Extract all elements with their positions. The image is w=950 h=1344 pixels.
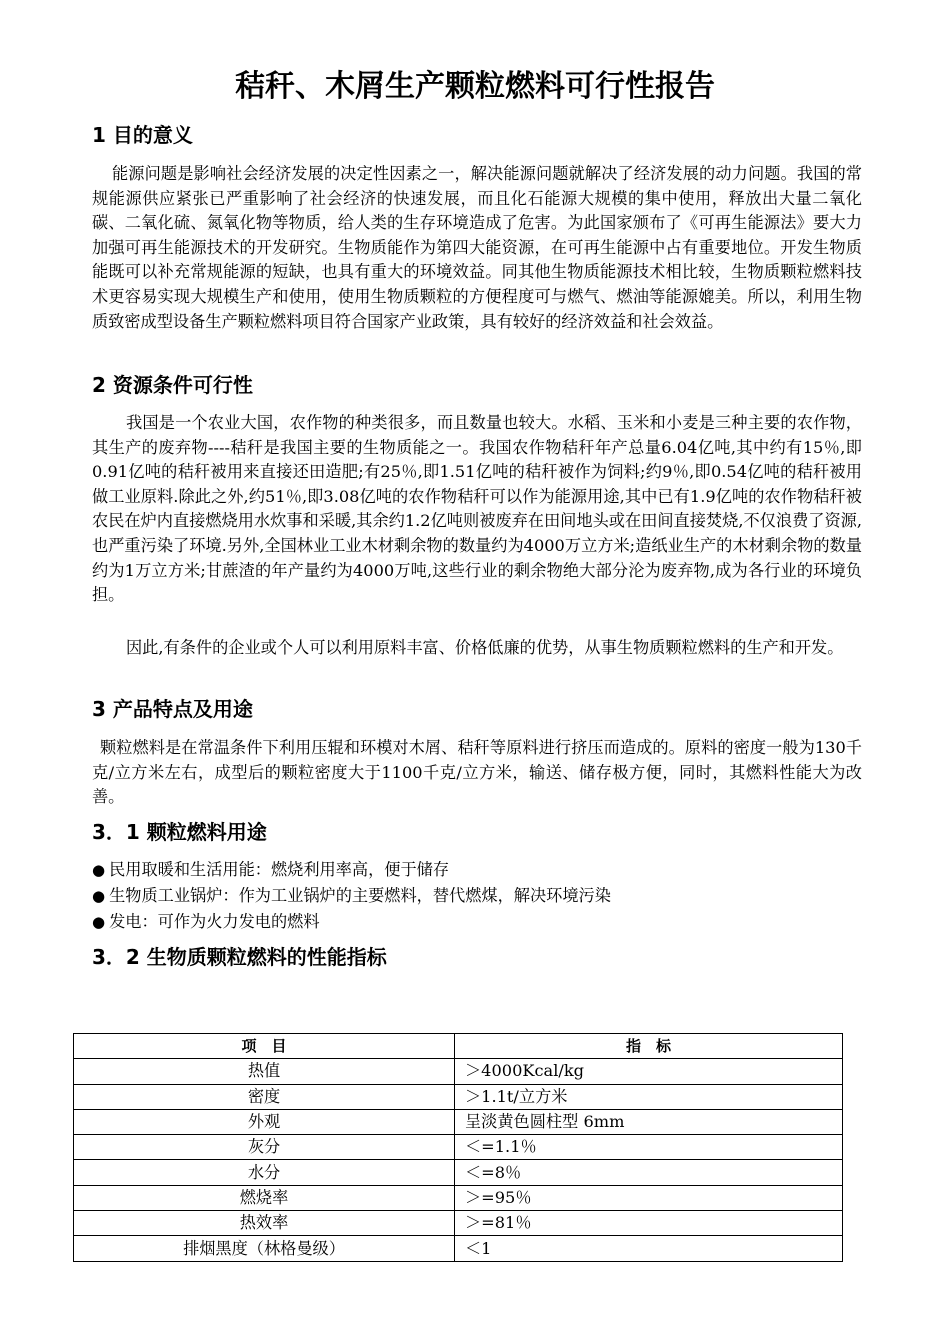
table-row: 热值 ＞4000Kcal/kg <box>74 1059 843 1084</box>
table-row: 外观 呈淡黄色圆柱型 6mm <box>74 1109 843 1134</box>
column-header-item: 项 目 <box>74 1034 455 1059</box>
section-heading-uses: 3．1 颗粒燃料用途 <box>92 820 267 844</box>
paragraph-resources: 我国是一个农业大国，农作物的种类很多，而且数量也较大。水稻、玉米和小麦是三种主要的农作物，其生产的废弃物----秸秆是我国主要的生物质能之一。我国农作物秸秆年产总量6.04亿吨,其中约有15％,即0.91亿吨的秸秆被用来直接还田造肥;有25％,即1.51亿吨的秸秆被作为饲料;约9％,即0.54亿吨的秸秆被用做工业原料.除此之外,约51％,即3.08亿吨的农作物秸秆可以作为能源用途,其中已有1.9亿吨的农作物秸秆被农民在炉内直接燃烧用水炊事和采暖,其余约1.2亿吨则被废弃在田间地头或在田间直接焚烧,不仅浪费了资源,也严重污染了环境.另外,全国林业工业木材剩余物的数量约为4000万立方米;造纸业生产的木材剩余物的数量约为1万立方米;甘蔗渣的年产量约为4000万吨,这些行业的剩余物绝大部分沦为废弃物,成为各行业的环境负担。 <box>92 413 862 605</box>
bullet-icon: ● <box>92 861 106 879</box>
table-row: 排烟黑度（林格曼级） ＜1 <box>74 1236 843 1261</box>
paragraph-resources-conclusion: 因此,有条件的企业或个人可以利用原料丰富、价格低廉的优势，从事生物质颗粒燃料的生产和开发。 <box>126 638 844 657</box>
table-header-row <box>74 1034 843 1059</box>
column-header-spec: 指 标 <box>455 1034 843 1059</box>
bullet-icon: ● <box>92 887 106 905</box>
paragraph-product: 颗粒燃料是在常温条件下利用压辊和环模对木屑、秸秆等原料进行挤压而造成的。原料的密度一般为130千克/立方米左右，成型后的颗粒密度大于1100千克/立方米，输送、储存极方便，同时，其燃料性能大为改善。 <box>92 738 862 807</box>
section-heading-product: 3 产品特点及用途 <box>92 697 253 721</box>
spec-table <box>73 1033 843 1262</box>
table-row: 水分 ＜=8％ <box>74 1160 843 1185</box>
section-heading-specs: 3．2 生物质颗粒燃料的性能指标 <box>92 945 387 969</box>
table-row: 燃烧率 ＞=95％ <box>74 1185 843 1210</box>
uses-list <box>92 857 872 935</box>
list-item: ● 民用取暖和生活用能：燃烧利用率高，便于储存 <box>92 860 450 879</box>
document-title: 秸秆、木屑生产颗粒燃料可行性报告 <box>235 69 715 104</box>
list-item: ● 生物质工业锅炉：作为工业锅炉的主要燃料，替代燃煤，解决环境污染 <box>92 886 611 905</box>
list-item: ● 发电：可作为火力发电的燃料 <box>92 912 320 931</box>
paragraph-purpose: 能源问题是影响社会经济发展的决定性因素之一，解决能源问题就解决了经济发展的动力问题。我国的常规能源供应紧张已严重影响了社会经济的快速发展，而且化石能源大规模的集中使用，释放出大量二氧化碳、二氧化硫、氮氧化物等物质，给人类的生存环境造成了危害。为此国家颁布了《可再生能源法》要大力加强可再生能源技术的开发研究。生物质能作为第四大能资源，在可再生能源中占有重要地位。开发生物质能既可以补充常规能源的短缺，也具有重大的环境效益。同其他生物质能源技术相比较，生物质颗粒燃料技术更容易实现大规模生产和使用，使用生物质颗粒的方便程度可与燃气、燃油等能源媲美。所以，利用生物质致密成型设备生产颗粒燃料项目符合国家产业政策，具有较好的经济效益和社会效益。 <box>92 164 862 331</box>
table-row: 灰分 ＜=1.1％ <box>74 1135 843 1160</box>
table-row: 密度 ＞1.1t/立方米 <box>74 1084 843 1109</box>
table-row: 热效率 ＞=81％ <box>74 1211 843 1236</box>
section-heading-resources: 2 资源条件可行性 <box>92 373 253 397</box>
section-heading-purpose: 1 目的意义 <box>92 123 193 147</box>
bullet-icon: ● <box>92 913 106 931</box>
